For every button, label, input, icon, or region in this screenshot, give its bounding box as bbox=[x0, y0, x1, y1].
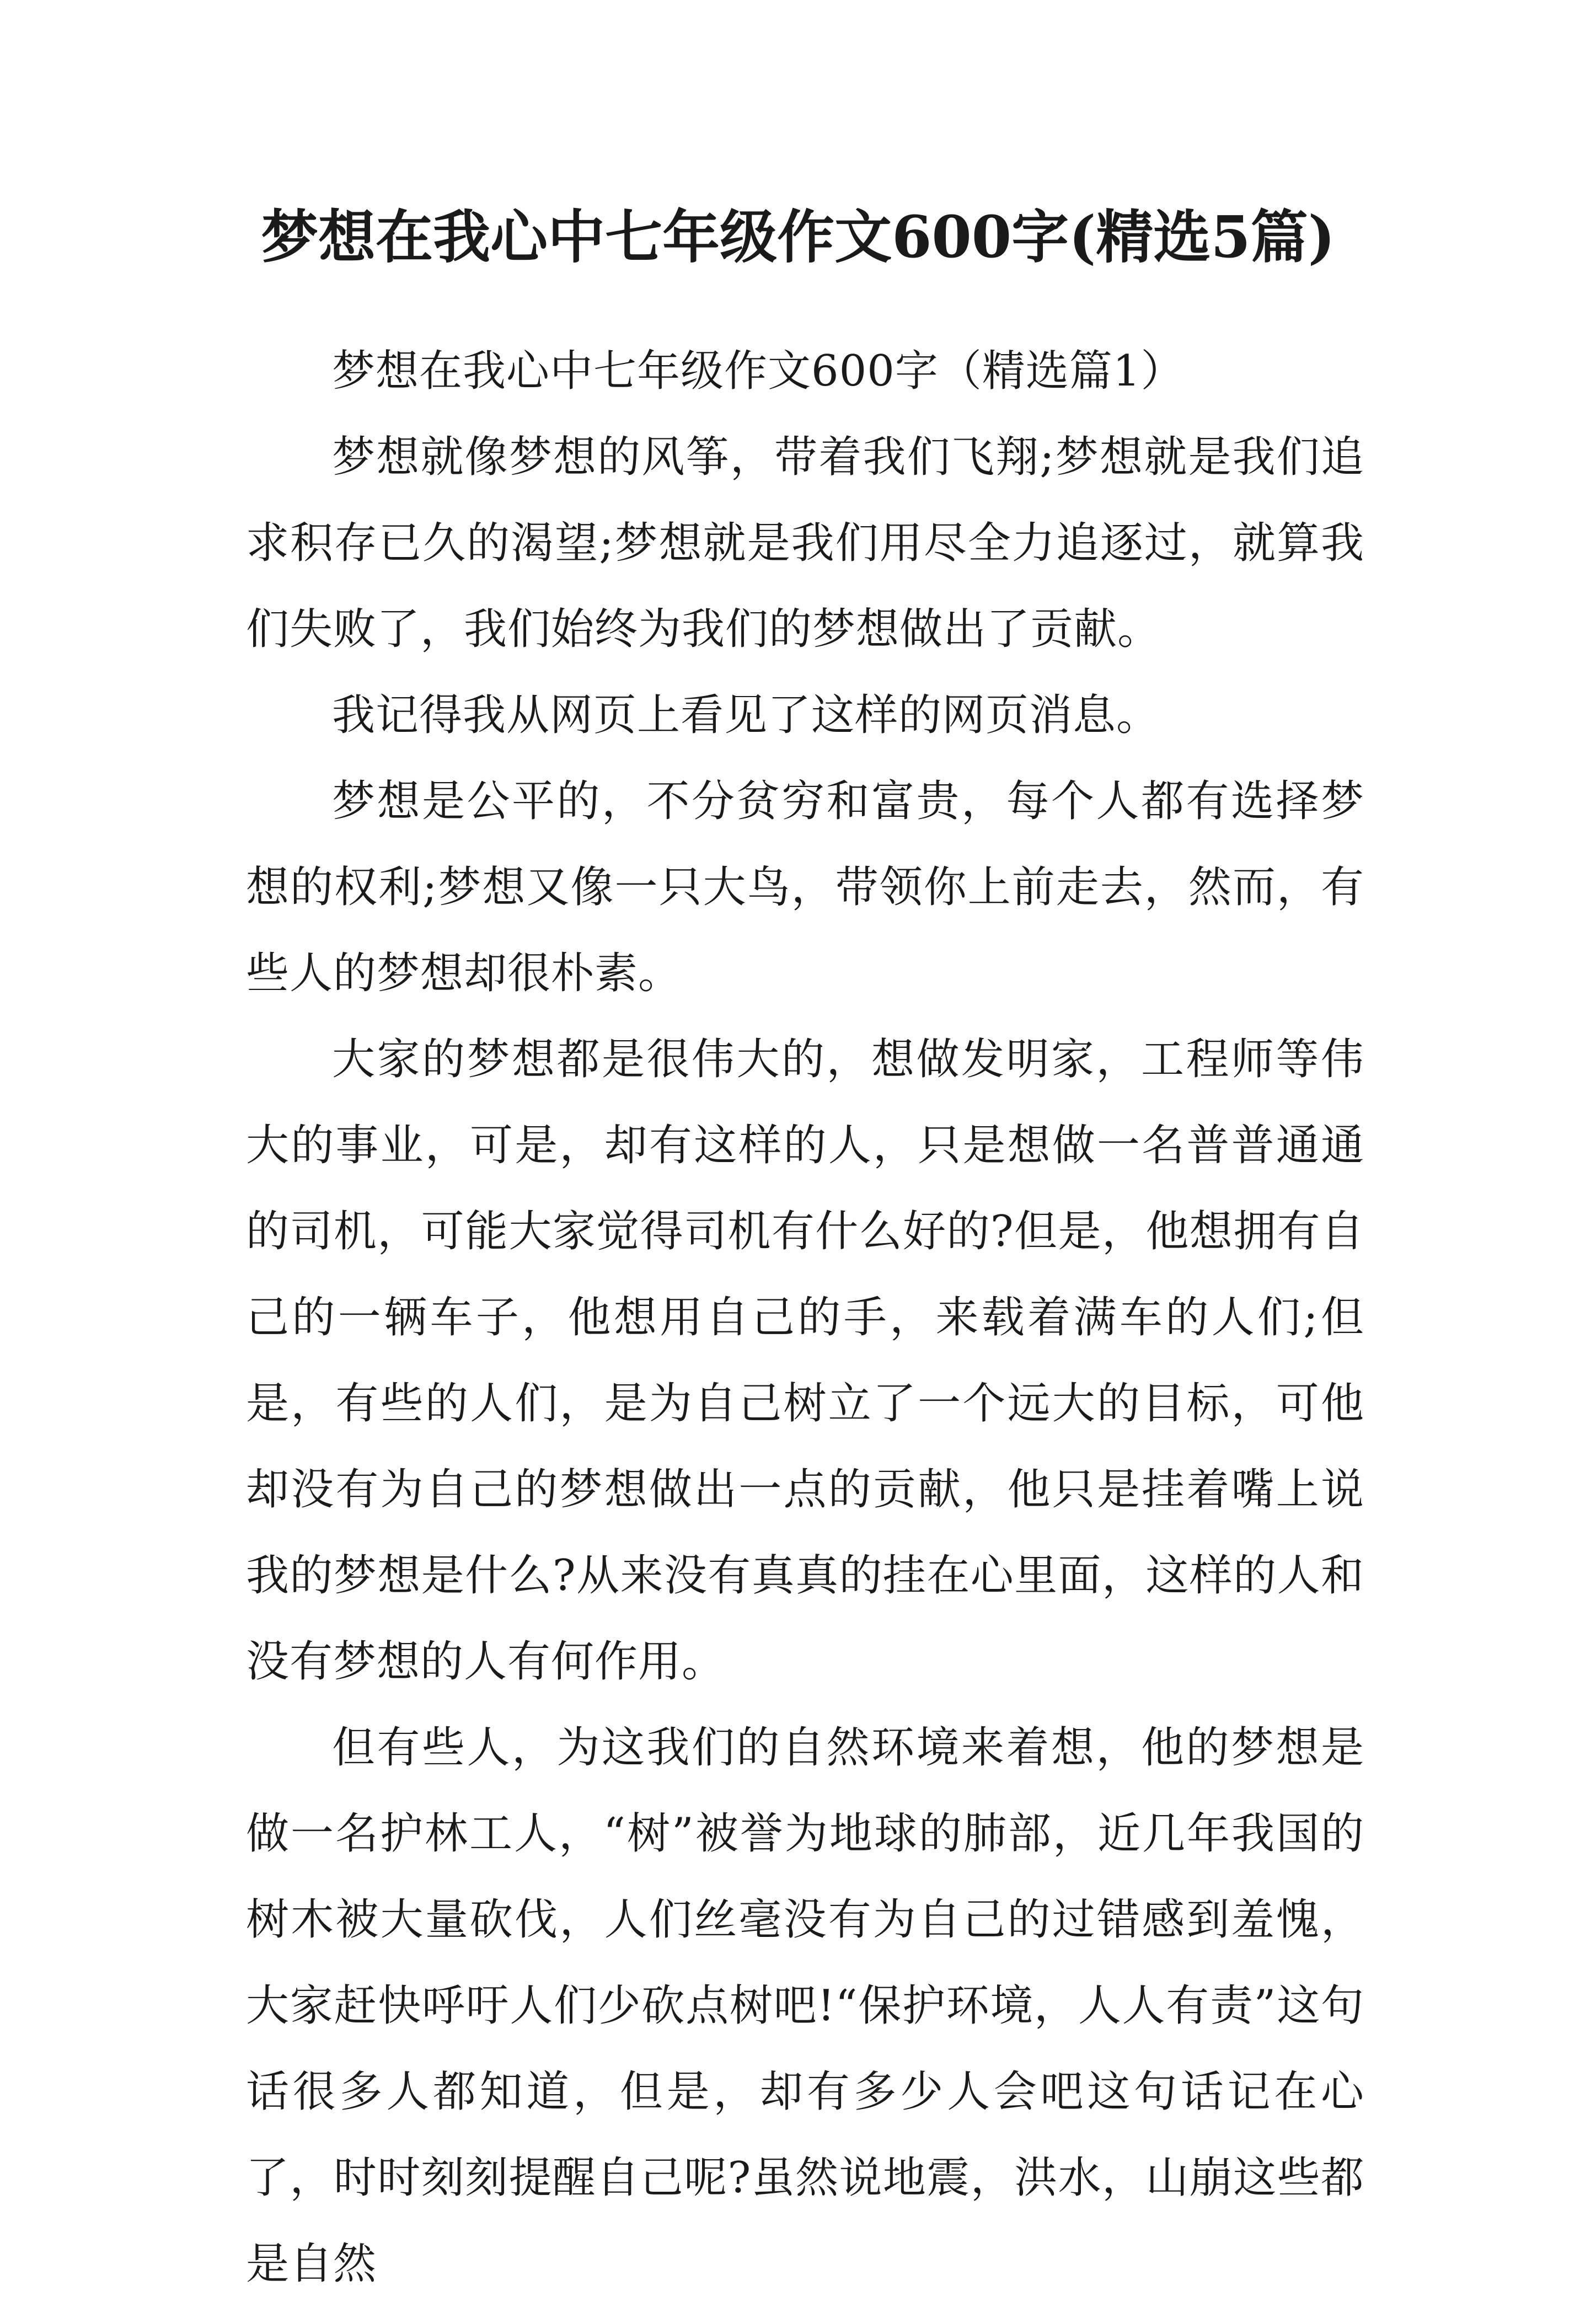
paragraph: 梦想是公平的，不分贫穷和富贵，每个人都有选择梦想的权利;梦想又像一只大鸟，带领你上前走去，然而，有些人的梦想却很朴素。 bbox=[246, 777, 1364, 998]
paragraph: 大家的梦想都是很伟大的，想做发明家，工程师等伟大的事业，可是，却有这样的人，只是想做一名普普通通的司机，可能大家觉得司机有什么好的?但是，他想拥有自己的一辆车子，他想用自己的手，来载着满车的人们;但是，有些的人们，是为自己树立了一个远大的目标，可他却没有为自己的梦想做出一点的贡献，他只是挂着嘴上说我的梦想是什么?从来没有真真的挂在心里面，这样的人和没有梦想的人有何作用。 bbox=[246, 1035, 1364, 1687]
section-heading: 梦想在我心中七年级作文600字（精选篇1） bbox=[332, 346, 1185, 396]
paragraph: 我记得我从网页上看见了这样的网页消息。 bbox=[332, 691, 1160, 740]
document-title: 梦想在我心中七年级作文600字(精选5篇) bbox=[261, 203, 1335, 271]
paragraph: 但有些人，为这我们的自然环境来着想，他的梦想是做一名护林工人，“树”被誉为地球的肺部，近几年我国的树木被大量砍伐，人们丝毫没有为自己的过错感到羞愧，大家赶快呼吁人们少砍点树吧!“保护环境，人人有责”这句话很多人都知道，但是，却有多少人会吧这句话记在心了，时时刻刻提醒自己呢?虽然说地震，洪水，山崩这些都是自然 bbox=[246, 1723, 1364, 2289]
paragraph: 梦想就像梦想的风筝，带着我们飞翔;梦想就是我们追求积存已久的渴望;梦想就是我们用尽全力追逐过，就算我们失败了，我们始终为我们的梦想做出了贡献。 bbox=[246, 432, 1364, 654]
document-body bbox=[246, 328, 1364, 2307]
